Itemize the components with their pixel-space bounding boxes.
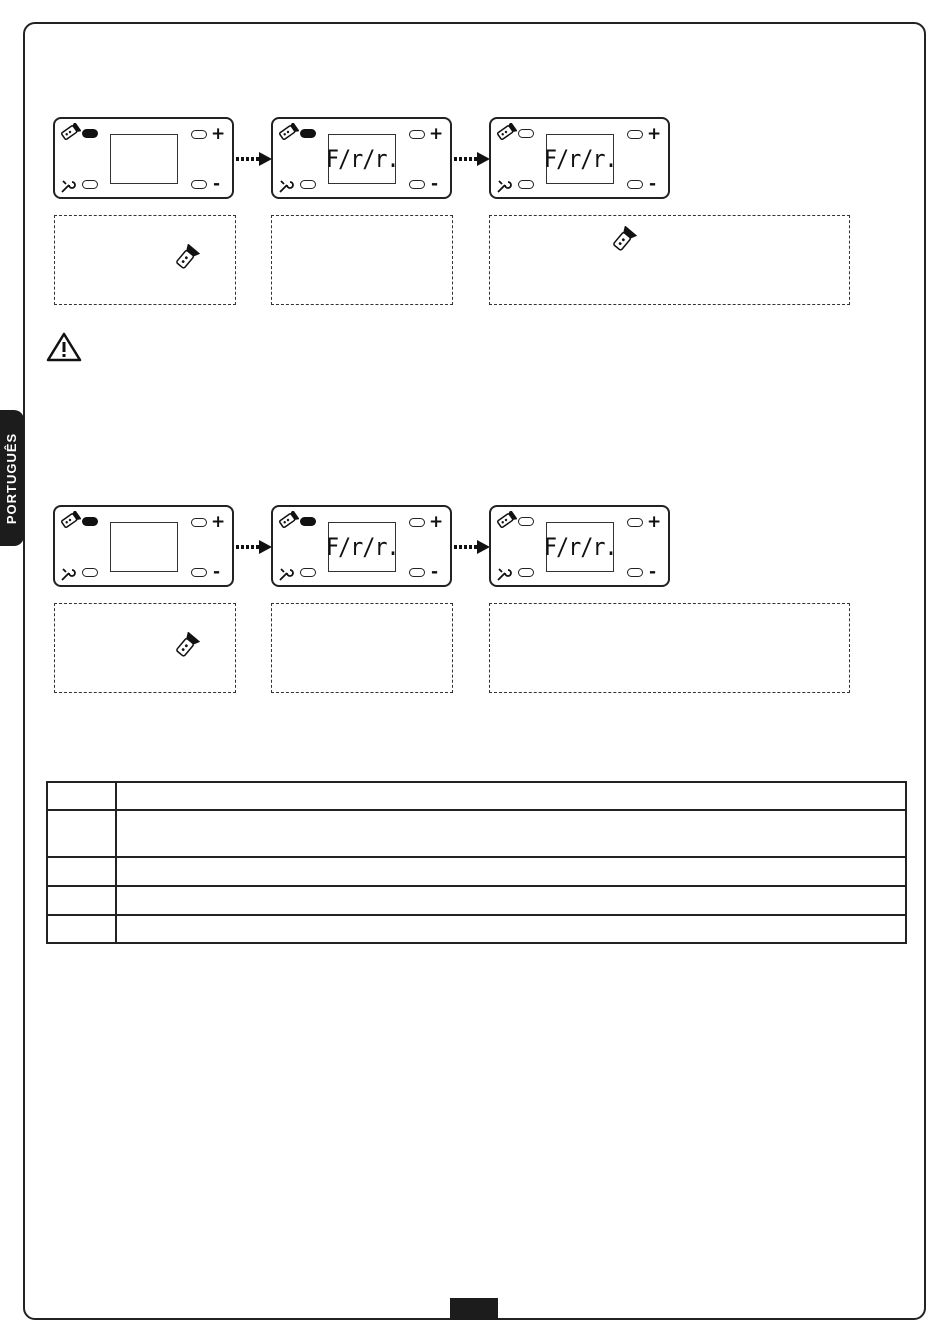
minus-led — [191, 568, 207, 577]
remote-control-icon — [610, 226, 638, 252]
dashed-arrow-icon — [453, 539, 493, 555]
plus-sign: + — [647, 512, 662, 532]
wrench-led — [82, 568, 98, 577]
display-screen — [325, 522, 399, 572]
remote-led — [518, 129, 534, 138]
control-panel-4 — [53, 505, 234, 587]
wrench-led — [518, 180, 534, 189]
minus-sign: - — [649, 174, 657, 194]
language-tab-label: PORTUGUÊS — [4, 432, 20, 524]
minus-led — [191, 180, 207, 189]
plus-sign: + — [647, 124, 662, 144]
wrench-led — [300, 180, 316, 189]
display-text: F/r/r. — [325, 145, 399, 173]
minus-led — [409, 180, 425, 189]
control-panel-6 — [489, 505, 670, 587]
table-cell — [116, 857, 906, 886]
plus-sign: + — [429, 124, 444, 144]
plus-led — [409, 518, 425, 527]
control-panel-3 — [489, 117, 670, 199]
plus-sign: + — [211, 512, 226, 532]
dashed-arrow-icon — [453, 151, 493, 167]
instruction-box-1 — [54, 215, 236, 305]
wrench-icon — [496, 178, 512, 194]
minus-sign: - — [213, 174, 221, 194]
plus-led — [191, 130, 207, 139]
remote-control-icon — [173, 632, 201, 658]
display-text: F/r/r. — [543, 145, 617, 173]
instruction-box-2 — [271, 215, 453, 305]
remote-led — [82, 129, 98, 138]
wrench-icon — [60, 178, 76, 194]
table-cell — [47, 857, 116, 886]
table-cell — [47, 782, 116, 810]
language-tab — [0, 410, 24, 546]
minus-sign: - — [431, 174, 439, 194]
table-cell — [116, 810, 906, 857]
parameter-table — [46, 781, 907, 944]
minus-sign: - — [213, 562, 221, 582]
dashed-arrow-icon — [235, 151, 275, 167]
table-cell — [116, 915, 906, 943]
remote-control-icon — [277, 511, 299, 529]
remote-control-icon — [59, 123, 81, 141]
table-cell — [116, 886, 906, 915]
wrench-led — [518, 568, 534, 577]
instruction-box-6 — [489, 603, 850, 693]
table-row — [47, 857, 906, 886]
control-panel-1 — [53, 117, 234, 199]
remote-control-icon — [277, 123, 299, 141]
instruction-box-3 — [489, 215, 850, 305]
display-text: F/r/r. — [325, 533, 399, 561]
plus-led — [191, 518, 207, 527]
table-cell — [116, 782, 906, 810]
wrench-icon — [278, 566, 294, 582]
minus-led — [627, 568, 643, 577]
plus-sign: + — [429, 512, 444, 532]
page-number — [450, 1298, 498, 1320]
display-screen — [543, 134, 617, 184]
remote-led — [300, 517, 316, 526]
wrench-icon — [496, 566, 512, 582]
wrench-led — [300, 568, 316, 577]
plus-led — [627, 130, 643, 139]
instruction-box-5 — [271, 603, 453, 693]
plus-led — [627, 518, 643, 527]
table-cell — [47, 886, 116, 915]
plus-sign: + — [211, 124, 226, 144]
table-row — [47, 886, 906, 915]
display-screen — [110, 134, 178, 184]
remote-control-icon — [59, 511, 81, 529]
control-panel-2 — [271, 117, 452, 199]
wrench-icon — [278, 178, 294, 194]
remote-led — [518, 517, 534, 526]
display-screen — [110, 522, 178, 572]
minus-sign: - — [649, 562, 657, 582]
remote-led — [82, 517, 98, 526]
warning-triangle-icon — [46, 332, 82, 362]
table-row — [47, 915, 906, 943]
instruction-box-4 — [54, 603, 236, 693]
dashed-arrow-icon — [235, 539, 275, 555]
table-cell — [47, 810, 116, 857]
table-cell — [47, 915, 116, 943]
table-row — [47, 782, 906, 810]
display-text: F/r/r. — [543, 533, 617, 561]
remote-control-icon — [495, 123, 517, 141]
remote-led — [300, 129, 316, 138]
minus-sign: - — [431, 562, 439, 582]
remote-control-icon — [173, 244, 201, 270]
display-screen — [325, 134, 399, 184]
plus-led — [409, 130, 425, 139]
wrench-icon — [60, 566, 76, 582]
minus-led — [409, 568, 425, 577]
remote-control-icon — [495, 511, 517, 529]
minus-led — [627, 180, 643, 189]
wrench-led — [82, 180, 98, 189]
table-row — [47, 810, 906, 857]
control-panel-5 — [271, 505, 452, 587]
display-screen — [543, 522, 617, 572]
